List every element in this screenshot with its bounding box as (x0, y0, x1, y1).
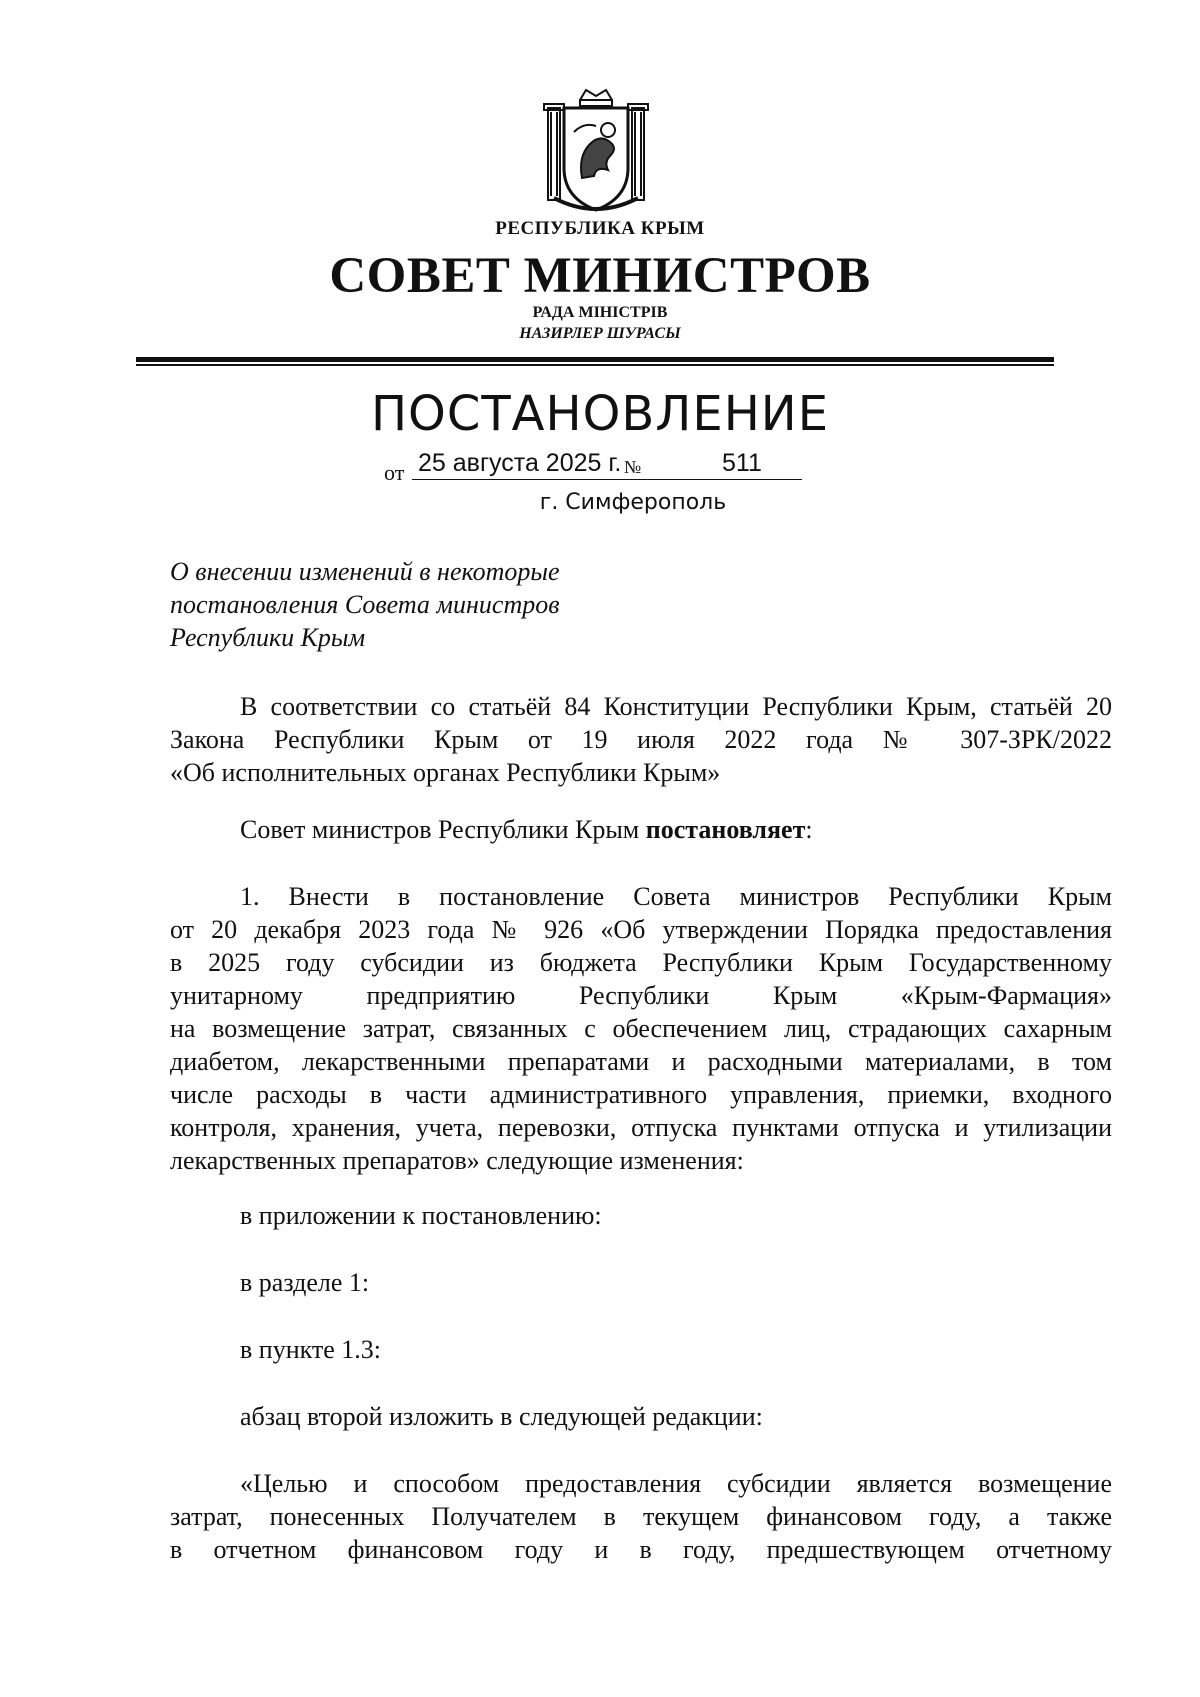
clause-line (170, 1333, 1112, 1366)
quote-line: в отчетном финансовом году и в году, предшествующем отчетному (170, 1535, 1112, 1564)
quote-line: «Целью и способом предоставления субсидии является возмещение (240, 1469, 1112, 1498)
coat-of-arms-emblem (538, 86, 654, 220)
section-line (170, 1266, 1112, 1299)
appendix-text: в приложении к постановлению: (240, 1201, 602, 1230)
subject-line: Республики Крым (170, 623, 366, 652)
date-field (412, 449, 802, 480)
section-text: в разделе 1: (240, 1268, 370, 1297)
quoted-text (170, 1467, 1112, 1566)
resolves-text (170, 813, 1112, 846)
item-1-line: в 2025 году субсидии из бюджета Республики Крым Государственному (170, 948, 1112, 977)
council-title: СОВЕТ МИНИСТРОВ (329, 248, 871, 304)
resolves-keyword: постановляет (645, 815, 806, 844)
item-1-line: лекарственных препаратов» следующие изменения: (170, 1146, 744, 1175)
preamble-line: «Об исполнительных органах Республики Крым» (170, 758, 721, 787)
item-1 (170, 880, 1112, 1177)
document-subject (170, 555, 560, 654)
item-1-line: числе расходы в части административного управления, приемки, входного (170, 1080, 1112, 1109)
item-1-line: от 20 декабря 2023 года № 926 «Об утверждении Порядка предоставления (170, 915, 1112, 944)
resolves-prefix: Совет министров Республики Крым (240, 815, 640, 844)
republic-name: РЕСПУБЛИКА КРЫМ (495, 218, 705, 239)
item-1-line: 1. Внести в постановление Совета министров Республики Крым (240, 882, 1112, 911)
appendix-line (170, 1199, 1112, 1232)
item-1-line: унитарному предприятию Республики Крым «Крым-Фармация» (170, 981, 1112, 1010)
header-rule (136, 357, 1054, 362)
paragraph-text: абзац второй изложить в следующей редакции: (240, 1402, 763, 1431)
document-city: г. Симферополь (539, 490, 727, 515)
date-prefix: от (384, 460, 405, 485)
item-1-line: диабетом, лекарственными препаратами и расходными материалами, в том (170, 1047, 1112, 1076)
preamble-line: В соответствии со статьёй 84 Конституции Республики Крым, статьёй 20 (240, 692, 1112, 721)
item-1-line: на возмещение затрат, связанных с обеспечением лиц, страдающих сахарным (170, 1014, 1112, 1043)
document-type: ПОСТАНОВЛЕНИЕ (370, 386, 830, 442)
subject-line: О внесении изменений в некоторые (170, 557, 560, 586)
number-label: № (624, 457, 642, 477)
subject-line: постановления Совета министров (170, 590, 560, 619)
resolves-line (170, 813, 1112, 846)
quote-line: затрат, понесенных Получателем в текущем финансовом году, а также (170, 1502, 1112, 1531)
paragraph-line (170, 1400, 1112, 1433)
council-title-ua: РАДА МІНІСТРІВ (532, 304, 668, 321)
council-title-crh: НАЗИРЛЕР ШУРАСЫ (519, 325, 681, 342)
resolves-suffix: : (805, 815, 813, 844)
header-rule-thin (136, 364, 1054, 366)
preamble-line: Закона Республики Крым от 19 июля 2022 года № 307-ЗРК/2022 (170, 725, 1112, 754)
date-number-line (384, 449, 804, 483)
document-number: 511 (722, 449, 762, 477)
preamble (170, 690, 1112, 789)
item-1-line: контроля, хранения, учета, перевозки, отпуска пунктами отпуска и утилизации (170, 1113, 1112, 1142)
document-date: 25 августа 2025 г. (418, 449, 622, 477)
clause-text: в пункте 1.3: (240, 1335, 382, 1364)
